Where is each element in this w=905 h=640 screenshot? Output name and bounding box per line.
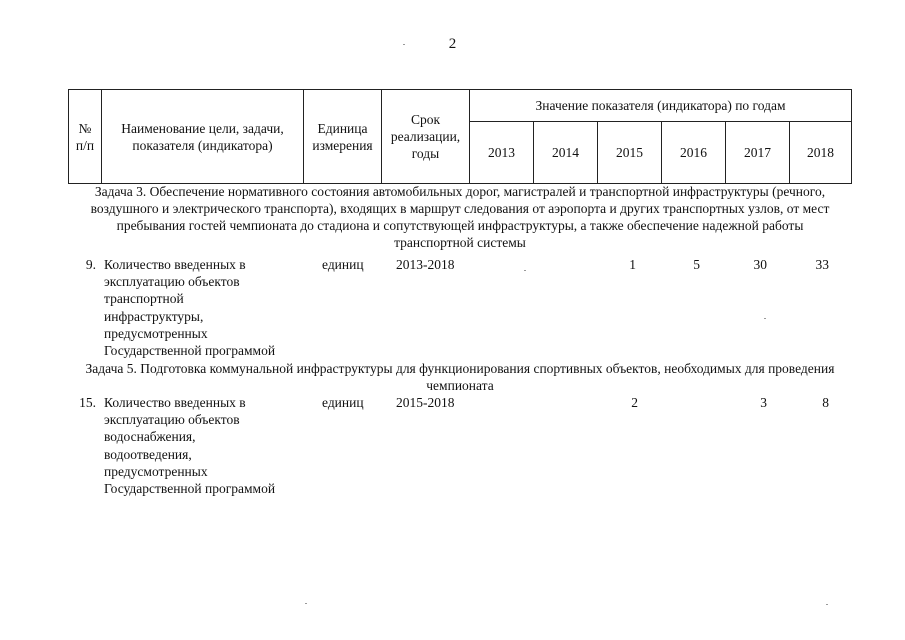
value-2018: 33 (815, 257, 829, 272)
header-values-title: Значение показателя (индикатора) по годам (470, 90, 852, 122)
task3-heading: Задача 3. Обеспечение нормативного состояния автомобильных дорог, магистралей и транспортной инфраструктуры (речного, воздушного и электрического транспорта), входящих в маршрут следования от аэропорта и других транспортных узлов, от мест пребывания гостей чемпионата до стадиона и сопутствующей инфраструктуры, а также обеспечение надежной работы транспортной системы (90, 184, 830, 250)
header-year: 2018 (790, 122, 852, 184)
header-year: 2016 (662, 122, 726, 184)
value-2018: 8 (822, 395, 829, 410)
page-number: 2 (448, 36, 457, 52)
term-cell: 2013-2018 (396, 257, 455, 272)
header-year: 2013 (470, 122, 534, 184)
row-number: 9. (85, 257, 96, 272)
indicator-name: Количество введенных в эксплуатацию объектов транспортной инфраструктуры, предусмотренных Государственной программой (104, 257, 276, 359)
value-2017: 30 (753, 257, 767, 272)
scan-speck (524, 270, 526, 271)
term-cell: 2015-2018 (396, 395, 455, 410)
indicator-name: Количество введенных в эксплуатацию объектов водоснабжения, водоотведения, предусмотренных Государственной программой (104, 395, 276, 497)
unit-cell: единиц (322, 257, 364, 272)
header-year: 2017 (726, 122, 790, 184)
header-year: 2015 (598, 122, 662, 184)
task5-heading: Задача 5. Подготовка коммунальной инфраструктуры для функционирования спортивных объектов, необходимых для проведения чемпионата (85, 361, 835, 393)
header-table (68, 89, 852, 184)
header-col-num: № п/п (69, 90, 102, 184)
value-2016: 5 (693, 257, 700, 272)
header-col-name: Наименование цели, задачи, показателя (индикатора) (102, 90, 304, 184)
value-2017: 3 (760, 395, 767, 410)
header-col-unit: Единица измерения (304, 90, 382, 184)
scan-speck (764, 318, 766, 319)
scan-speck (826, 604, 828, 605)
header-year: 2014 (534, 122, 598, 184)
scan-speck (305, 603, 307, 604)
unit-cell: единиц (322, 395, 364, 410)
header-col-term: Срок реализации, годы (382, 90, 470, 184)
value-2015: 2 (631, 395, 638, 410)
value-2015: 1 (629, 257, 636, 272)
scan-speck (403, 44, 405, 45)
row-number: 15. (79, 395, 96, 410)
